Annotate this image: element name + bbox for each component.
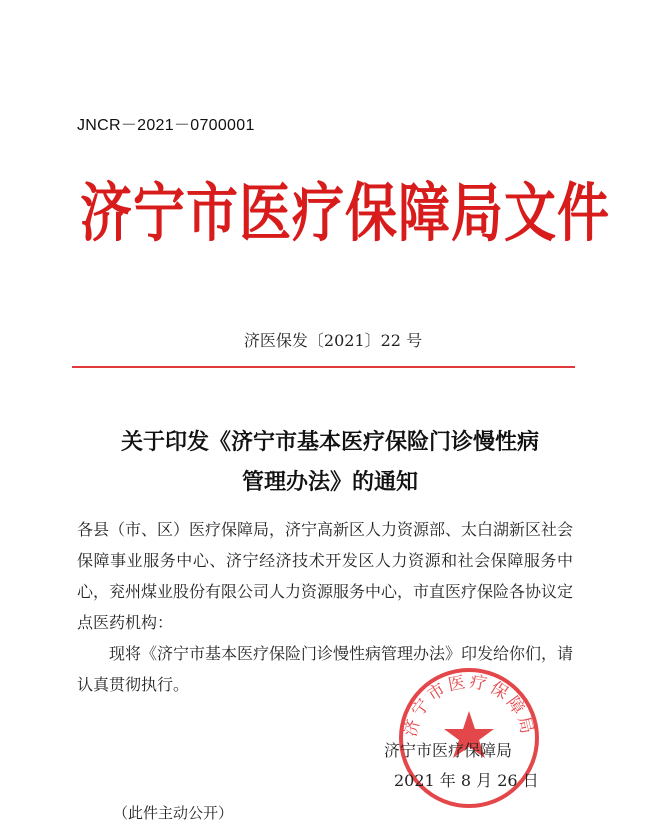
disclosure-note: （此件主动公开） [113, 804, 234, 822]
signature-organization: 济宁市医疗保障局 [384, 741, 513, 760]
title-line-2: 管理办法》的通知 [241, 469, 418, 495]
title-line-1: 关于印发《济宁市基本医疗保险门诊慢性病 [120, 429, 539, 455]
document-header: 济宁市医疗保障局文件 [80, 176, 611, 252]
document-number: 济医保发〔2021〕22 号 [243, 331, 423, 350]
svg-text:济宁市医疗保障局: 济宁市医疗保障局 [400, 672, 538, 739]
signature-date: 2021 年 8 月 26 日 [394, 771, 539, 790]
red-divider [72, 366, 575, 368]
document-title [70, 422, 590, 502]
document-code: JNCR－2021－0700001 [77, 117, 255, 134]
recipients-paragraph: 各县（市、区）医疗保障局，济宁高新区人力资源部、太白湖新区社会保障事业服务中心、济宁经济技术开发区人力资源和社会保障服务中心，兖州煤业股份有限公司人力资源服务中心，市直医疗保险各协议定点医药机构： [77, 520, 574, 632]
main-paragraph: 现将《济宁市基本医疗保险门诊慢性病管理办法》印发给你们，请认真贯彻执行。 [77, 644, 574, 694]
